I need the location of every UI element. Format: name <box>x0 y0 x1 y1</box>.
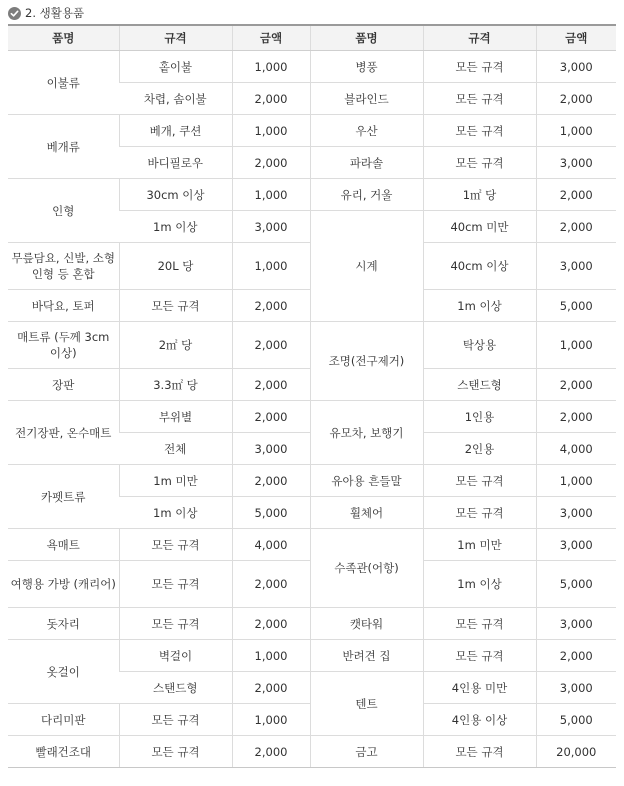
spec-cell: 모든 규격 <box>119 608 232 640</box>
price-cell: 1,000 <box>232 179 310 211</box>
item-name-cell: 돗자리 <box>8 608 119 640</box>
price-cell: 1,000 <box>232 51 310 83</box>
item-name-cell: 욕매트 <box>8 529 119 561</box>
price-cell: 2,000 <box>536 369 616 401</box>
table-row <box>8 736 616 768</box>
table-row <box>8 640 616 672</box>
spec-cell: 1㎡ 당 <box>423 179 536 211</box>
item-name-cell: 여행용 가방 (캐리어) <box>8 561 119 608</box>
price-cell: 1,000 <box>232 115 310 147</box>
spec-cell: 4인용 이상 <box>423 704 536 736</box>
item-name-cell: 시계 <box>310 211 423 322</box>
price-table <box>8 24 616 768</box>
spec-cell: 바디필로우 <box>119 147 232 179</box>
table-row <box>8 115 616 147</box>
section-heading <box>8 4 84 22</box>
price-cell: 2,000 <box>232 401 310 433</box>
item-name-cell: 조명(전구제거) <box>310 322 423 401</box>
item-name-cell: 이불류 <box>8 51 119 115</box>
table-row <box>8 529 616 561</box>
item-name-cell: 우산 <box>310 115 423 147</box>
item-name-cell: 유리, 거울 <box>310 179 423 211</box>
item-name-cell: 무릎담요, 신발, 소형 인형 등 혼합 <box>8 243 119 290</box>
price-cell: 1,000 <box>232 704 310 736</box>
price-cell: 2,000 <box>232 290 310 322</box>
item-name-cell: 빨래건조대 <box>8 736 119 768</box>
spec-cell: 모든 규격 <box>423 736 536 768</box>
price-cell: 2,000 <box>232 736 310 768</box>
spec-cell: 40cm 이상 <box>423 243 536 290</box>
spec-cell: 2인용 <box>423 433 536 465</box>
item-name-cell: 장판 <box>8 369 119 401</box>
header-item-name: 품명 <box>8 25 119 51</box>
header-price: 금액 <box>232 25 310 51</box>
price-cell: 2,000 <box>232 465 310 497</box>
item-name-cell: 유아용 흔들말 <box>310 465 423 497</box>
spec-cell: 모든 규격 <box>423 465 536 497</box>
item-name-cell: 텐트 <box>310 672 423 736</box>
spec-cell: 2㎡ 당 <box>119 322 232 369</box>
price-cell: 2,000 <box>536 401 616 433</box>
price-cell: 1,000 <box>232 640 310 672</box>
item-name-cell: 금고 <box>310 736 423 768</box>
price-cell: 2,000 <box>536 179 616 211</box>
table-row <box>8 179 616 211</box>
spec-cell: 1m 이상 <box>119 211 232 243</box>
spec-cell: 모든 규격 <box>423 608 536 640</box>
item-name-cell: 휠체어 <box>310 497 423 529</box>
spec-cell: 30cm 이상 <box>119 179 232 211</box>
price-cell: 2,000 <box>232 369 310 401</box>
spec-cell: 1m 이상 <box>119 497 232 529</box>
section-title: 2. 생활용품 <box>25 6 85 20</box>
spec-cell: 모든 규격 <box>119 704 232 736</box>
item-name-cell: 블라인드 <box>310 83 423 115</box>
spec-cell: 스탠드형 <box>119 672 232 704</box>
price-cell: 2,000 <box>232 561 310 608</box>
spec-cell: 모든 규격 <box>119 736 232 768</box>
price-cell: 4,000 <box>232 529 310 561</box>
spec-cell: 모든 규격 <box>423 51 536 83</box>
price-cell: 2,000 <box>232 608 310 640</box>
price-cell: 5,000 <box>536 704 616 736</box>
header-item-name: 품명 <box>310 25 423 51</box>
spec-cell: 전체 <box>119 433 232 465</box>
spec-cell: 1m 미만 <box>119 465 232 497</box>
table-row <box>8 51 616 83</box>
item-name-cell: 바닥요, 토퍼 <box>8 290 119 322</box>
price-cell: 1,000 <box>232 243 310 290</box>
spec-cell: 탁상용 <box>423 322 536 369</box>
price-cell: 2,000 <box>232 672 310 704</box>
spec-cell: 20L 당 <box>119 243 232 290</box>
item-name-cell: 인형 <box>8 179 119 243</box>
price-cell: 3,000 <box>536 51 616 83</box>
price-cell: 2,000 <box>536 211 616 243</box>
item-name-cell: 수족관(어항) <box>310 529 423 608</box>
price-cell: 20,000 <box>536 736 616 768</box>
header-spec: 규격 <box>423 25 536 51</box>
price-cell: 5,000 <box>536 290 616 322</box>
item-name-cell: 베개류 <box>8 115 119 179</box>
price-cell: 3,000 <box>536 497 616 529</box>
price-cell: 2,000 <box>536 83 616 115</box>
price-cell: 2,000 <box>232 83 310 115</box>
spec-cell: 스탠드형 <box>423 369 536 401</box>
header-spec: 규격 <box>119 25 232 51</box>
item-name-cell: 병풍 <box>310 51 423 83</box>
price-cell: 5,000 <box>232 497 310 529</box>
price-cell: 2,000 <box>232 322 310 369</box>
spec-cell: 1m 이상 <box>423 561 536 608</box>
item-name-cell: 옷걸이 <box>8 640 119 704</box>
spec-cell: 모든 규격 <box>423 497 536 529</box>
check-circle-icon <box>8 7 21 20</box>
price-cell: 3,000 <box>536 608 616 640</box>
item-name-cell: 파라솔 <box>310 147 423 179</box>
price-cell: 3,000 <box>536 147 616 179</box>
item-name-cell: 유모차, 보행기 <box>310 401 423 465</box>
price-cell: 4,000 <box>536 433 616 465</box>
item-name-cell: 캣타워 <box>310 608 423 640</box>
price-cell: 3,000 <box>536 243 616 290</box>
spec-cell: 1m 이상 <box>423 290 536 322</box>
price-cell: 1,000 <box>536 115 616 147</box>
price-cell: 3,000 <box>232 433 310 465</box>
table-row <box>8 465 616 497</box>
spec-cell: 모든 규격 <box>423 640 536 672</box>
header-price: 금액 <box>536 25 616 51</box>
spec-cell: 모든 규격 <box>423 83 536 115</box>
spec-cell: 모든 규격 <box>119 290 232 322</box>
item-name-cell: 다리미판 <box>8 704 119 736</box>
price-cell: 1,000 <box>536 465 616 497</box>
item-name-cell: 반려견 집 <box>310 640 423 672</box>
spec-cell: 1m 미만 <box>423 529 536 561</box>
price-cell: 3,000 <box>536 529 616 561</box>
table-header-row <box>8 25 616 51</box>
spec-cell: 40cm 미만 <box>423 211 536 243</box>
price-cell: 2,000 <box>232 147 310 179</box>
item-name-cell: 전기장판, 온수매트 <box>8 401 119 465</box>
spec-cell: 차렵, 솜이불 <box>119 83 232 115</box>
spec-cell: 베개, 쿠션 <box>119 115 232 147</box>
price-cell: 3,000 <box>232 211 310 243</box>
item-name-cell: 매트류 (두께 3cm 이상) <box>8 322 119 369</box>
spec-cell: 홑이불 <box>119 51 232 83</box>
spec-cell: 모든 규격 <box>119 529 232 561</box>
table-row <box>8 608 616 640</box>
spec-cell: 부위별 <box>119 401 232 433</box>
price-cell: 2,000 <box>536 640 616 672</box>
price-cell: 3,000 <box>536 672 616 704</box>
price-cell: 5,000 <box>536 561 616 608</box>
spec-cell: 4인용 미만 <box>423 672 536 704</box>
price-cell: 1,000 <box>536 322 616 369</box>
table-row <box>8 401 616 433</box>
spec-cell: 모든 규격 <box>423 147 536 179</box>
table-row <box>8 322 616 369</box>
spec-cell: 3.3㎡ 당 <box>119 369 232 401</box>
item-name-cell: 카펫트류 <box>8 465 119 529</box>
spec-cell: 1인용 <box>423 401 536 433</box>
spec-cell: 벽걸이 <box>119 640 232 672</box>
spec-cell: 모든 규격 <box>119 561 232 608</box>
spec-cell: 모든 규격 <box>423 115 536 147</box>
